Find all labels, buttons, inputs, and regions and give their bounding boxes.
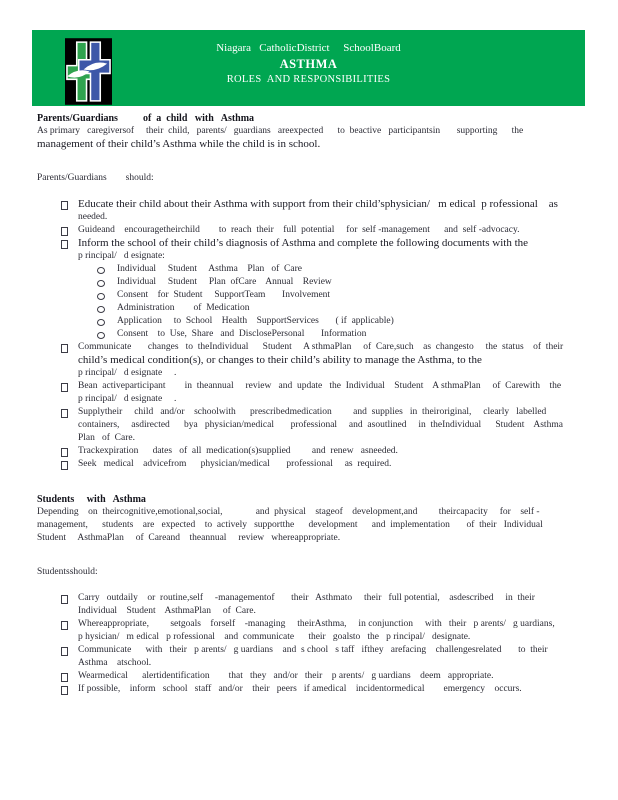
bullet-item xyxy=(37,458,582,471)
bullet-item xyxy=(37,406,582,445)
bullet-line: Educate their child about their Asthma with support from their child’sphysician/ m edical p rofessional as xyxy=(78,198,558,210)
bullet-line: Carry outdaily or routine,self -managementof their Asthmato their full potential, asdescribed in their xyxy=(78,593,535,603)
sub-bullet-item xyxy=(78,263,582,276)
square-bullet-icon xyxy=(61,461,68,470)
circle-bullet-icon xyxy=(97,280,105,287)
sub-bullet-item xyxy=(78,276,582,289)
bullet-item xyxy=(37,644,582,670)
sub-bullet-text: Individual Student Plan ofCare Annual Review xyxy=(117,277,332,287)
bullet-item xyxy=(37,198,582,224)
bullet-line: Plan of Care. xyxy=(78,433,135,443)
header-banner xyxy=(32,30,585,106)
parents-lead-in: Parents/Guardians should: xyxy=(37,173,154,183)
document-body xyxy=(37,112,582,696)
sub-bullet-text: Consent for Student SupportTeam Involvement xyxy=(117,290,331,300)
paragraph-line: Depending on theircognitive,emotional,social, and physical stageof development,and theircapacity for self - xyxy=(37,507,540,517)
parents-bullet-list xyxy=(37,198,582,471)
square-bullet-icon xyxy=(61,448,68,457)
bullet-line: containers, asdirected bya physician/medical professional and asoutlined in theIndividual Student Asthma xyxy=(78,420,563,430)
section-heading-parents: Parents/Guardians of a child with Asthma xyxy=(37,113,255,124)
sub-bullet-item xyxy=(78,289,582,302)
bullet-line: Individual Student AsthmaPlan of Care. xyxy=(78,606,256,616)
students-intro-paragraph xyxy=(37,506,582,545)
bullet-item xyxy=(37,445,582,458)
bullet-line: child’s medical condition(s), or changes to their child’s ability to manage the Asthma, to the xyxy=(78,354,482,366)
circle-bullet-icon xyxy=(97,319,105,326)
document-subtitle: ROLES AND RESPONSIBILITIES xyxy=(226,74,391,85)
sub-bullet-text: Application to School Health SupportServices ( if applicable) xyxy=(117,316,394,326)
bullet-item xyxy=(37,237,582,341)
circle-bullet-icon xyxy=(97,332,105,339)
section-heading-students: Students with Asthma xyxy=(37,494,146,505)
documents-sub-list xyxy=(78,263,582,341)
bullet-line: needed. xyxy=(78,212,108,222)
bullet-item xyxy=(37,592,582,618)
sub-bullet-text: Consent to Use, Share and DisclosePersonal Information xyxy=(117,329,367,339)
square-bullet-icon xyxy=(61,595,68,604)
sub-bullet-item xyxy=(78,302,582,315)
bullet-line: Inform the school of their child’s diagnosis of Asthma and complete the following documents with the xyxy=(78,237,529,249)
bullet-line: Communicate with their p arents/ g uardians and s chool s taff ifthey arefacing challengesrelated to their xyxy=(78,645,548,655)
bullet-line: Guideand encouragetheirchild to reach their full potential for self -management and self -advocacy. xyxy=(78,225,520,235)
students-lead-in: Studentsshould: xyxy=(37,567,98,577)
bullet-line: Supplytheir child and/or schoolwith prescribedmedication and supplies in theiroriginal, clearly labelled xyxy=(78,407,547,417)
paragraph-line: management, students are expected to actively supportthe development and implementation of their Individual xyxy=(37,520,543,530)
bullet-item xyxy=(37,341,582,380)
square-bullet-icon xyxy=(61,227,68,236)
sub-bullet-text: Administration of Medication xyxy=(117,303,250,313)
students-bullet-list xyxy=(37,592,582,696)
bullet-line: p rincipal/ d esignate . xyxy=(78,368,177,378)
document-title: ASTHMA xyxy=(279,57,338,71)
bullet-line: Trackexpiration dates of all medication(s)supplied and renew asneeded. xyxy=(78,446,398,456)
square-bullet-icon xyxy=(61,383,68,392)
parents-intro-paragraph xyxy=(37,125,582,151)
bullet-line: Wearmedical alertidentification that they and/or their p arents/ g uardians deem appropriate. xyxy=(78,671,494,681)
board-name: Niagara CatholicDistrict SchoolBoard xyxy=(216,42,401,54)
bullet-line: Bean activeparticipant in theannual review and update the Individual Student A sthmaPlan of Carewith the xyxy=(78,381,562,391)
paragraph-line: Student AsthmaPlan of Careand theannual review whereappropriate. xyxy=(37,533,341,543)
header-text-block xyxy=(32,41,585,87)
bullet-line: Asthma atschool. xyxy=(78,658,152,668)
bullet-line: Seek medical advicefrom physician/medical professional as required. xyxy=(78,459,392,469)
bullet-line: p hysician/ m edical p rofessional and communicate their goalsto the p rincipal/ designate. xyxy=(78,632,471,642)
paragraph-line: As primary caregiversof their child, parents/ guardians areexpected to beactive participantsin supporting the xyxy=(37,126,524,136)
bullet-item xyxy=(37,224,582,237)
sub-bullet-item xyxy=(78,315,582,328)
bullet-item xyxy=(37,683,582,696)
bullet-line: If possible, inform school staff and/or their peers if amedical incidentormedical emergency occurs. xyxy=(78,684,522,694)
square-bullet-icon xyxy=(61,647,68,656)
circle-bullet-icon xyxy=(97,267,105,274)
bullet-item xyxy=(37,670,582,683)
square-bullet-icon xyxy=(61,409,68,418)
bullet-item xyxy=(37,380,582,406)
sub-bullet-item xyxy=(78,328,582,341)
square-bullet-icon xyxy=(61,240,68,249)
square-bullet-icon xyxy=(61,621,68,630)
square-bullet-icon xyxy=(61,673,68,682)
bullet-line: p rincipal/ d esignate . xyxy=(78,394,177,404)
paragraph-line: management of their child’s Asthma while the child is in school. xyxy=(37,138,321,150)
square-bullet-icon xyxy=(61,201,68,210)
bullet-line: p rincipal/ d esignate: xyxy=(78,251,165,261)
circle-bullet-icon xyxy=(97,306,105,313)
square-bullet-icon xyxy=(61,344,68,353)
sub-bullet-text: Individual Student Asthma Plan of Care xyxy=(117,264,302,274)
bullet-line: Communicate changes to theIndividual Student A sthmaPlan of Care,such as changesto the status of their xyxy=(78,342,564,352)
circle-bullet-icon xyxy=(97,293,105,300)
square-bullet-icon xyxy=(61,686,68,695)
bullet-line: Whereappropriate, setgoals forself -managing theirAsthma, in conjunction with their p arents/ g uardians, xyxy=(78,619,555,629)
bullet-item xyxy=(37,618,582,644)
